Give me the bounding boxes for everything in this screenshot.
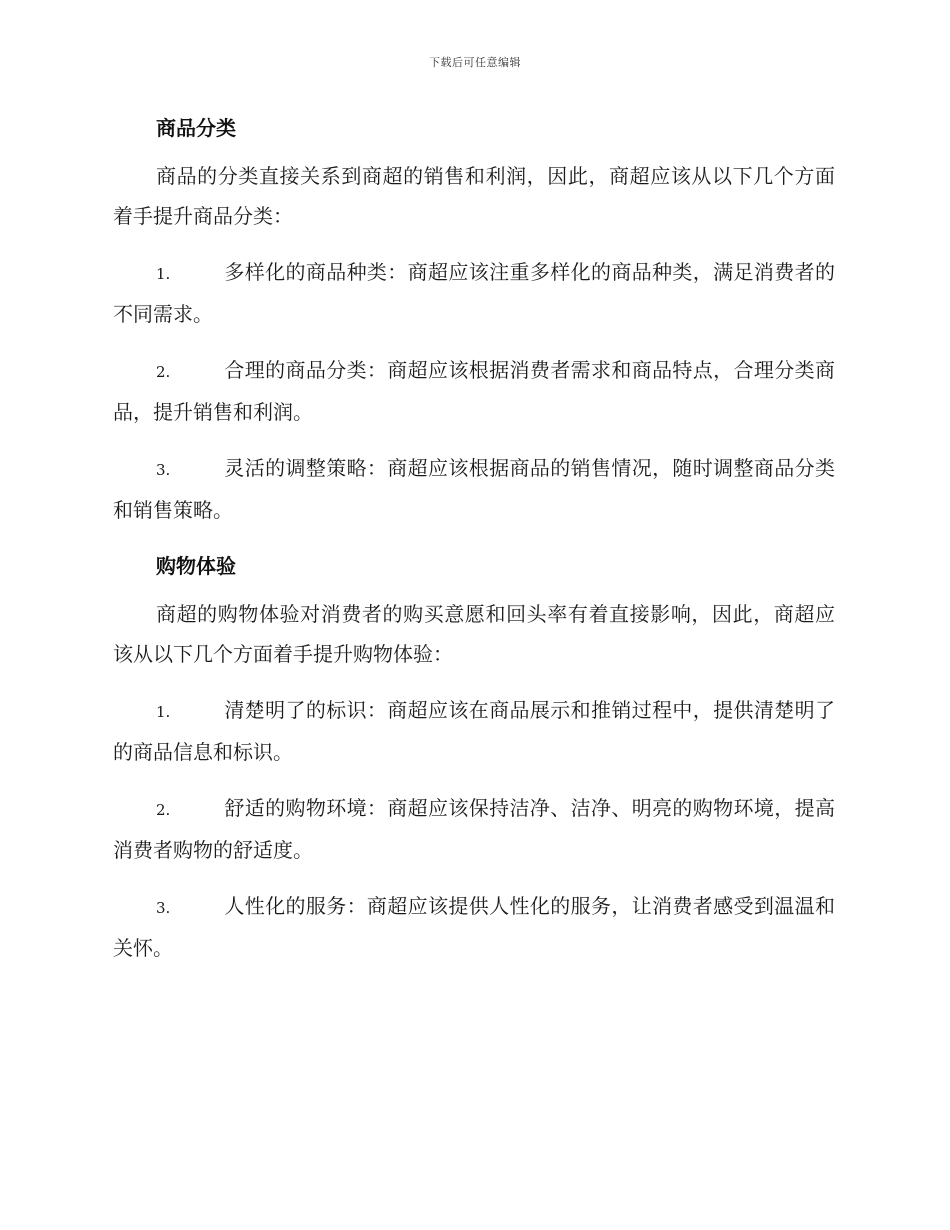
list-number: 1. xyxy=(156,265,171,283)
section-intro: 商品的分类直接关系到商超的销售和利润，因此，商超应该从以下几个方面着手提升商品分类： xyxy=(113,164,835,228)
list-item xyxy=(113,448,835,530)
section-intro: 商超的购物体验对消费者的购买意愿和回头率有着直接影响，因此，商超应该从以下几个方面着手提升购物体验： xyxy=(113,602,835,666)
section-product-category xyxy=(113,108,835,530)
list-text: 清楚明了的标识：商超应该在商品展示和推销过程中，提供清楚明了的商品信息和标识。 xyxy=(113,698,835,764)
list-item xyxy=(113,886,835,968)
list-number: 3. xyxy=(156,461,171,479)
list-number: 2. xyxy=(156,801,171,819)
list-item xyxy=(113,690,835,772)
section-title: 商品分类 xyxy=(156,116,236,140)
list-number: 3. xyxy=(156,899,171,917)
section-title: 购物体验 xyxy=(156,554,236,578)
list-text: 多样化的商品种类：商超应该注重多样化的商品种类，满足消费者的不同需求。 xyxy=(113,260,835,326)
list-item xyxy=(113,350,835,432)
section-shopping-experience xyxy=(113,546,835,968)
header-note: 下载后可任意编辑 xyxy=(429,56,521,69)
list-number: 1. xyxy=(156,703,171,721)
list-text: 合理的商品分类：商超应该根据消费者需求和商品特点，合理分类商品，提升销售和利润。 xyxy=(113,358,835,424)
list-number: 2. xyxy=(156,363,171,381)
list-text: 灵活的调整策略：商超应该根据商品的销售情况，随时调整商品分类和销售策略。 xyxy=(113,456,835,522)
list-item xyxy=(113,788,835,870)
list-text: 人性化的服务：商超应该提供人性化的服务，让消费者感受到温温和关怀。 xyxy=(113,894,835,960)
list-item xyxy=(113,252,835,334)
list-text: 舒适的购物环境：商超应该保持洁净、洁净、明亮的购物环境，提高消费者购物的舒适度。 xyxy=(113,796,835,862)
document-body xyxy=(113,108,835,982)
